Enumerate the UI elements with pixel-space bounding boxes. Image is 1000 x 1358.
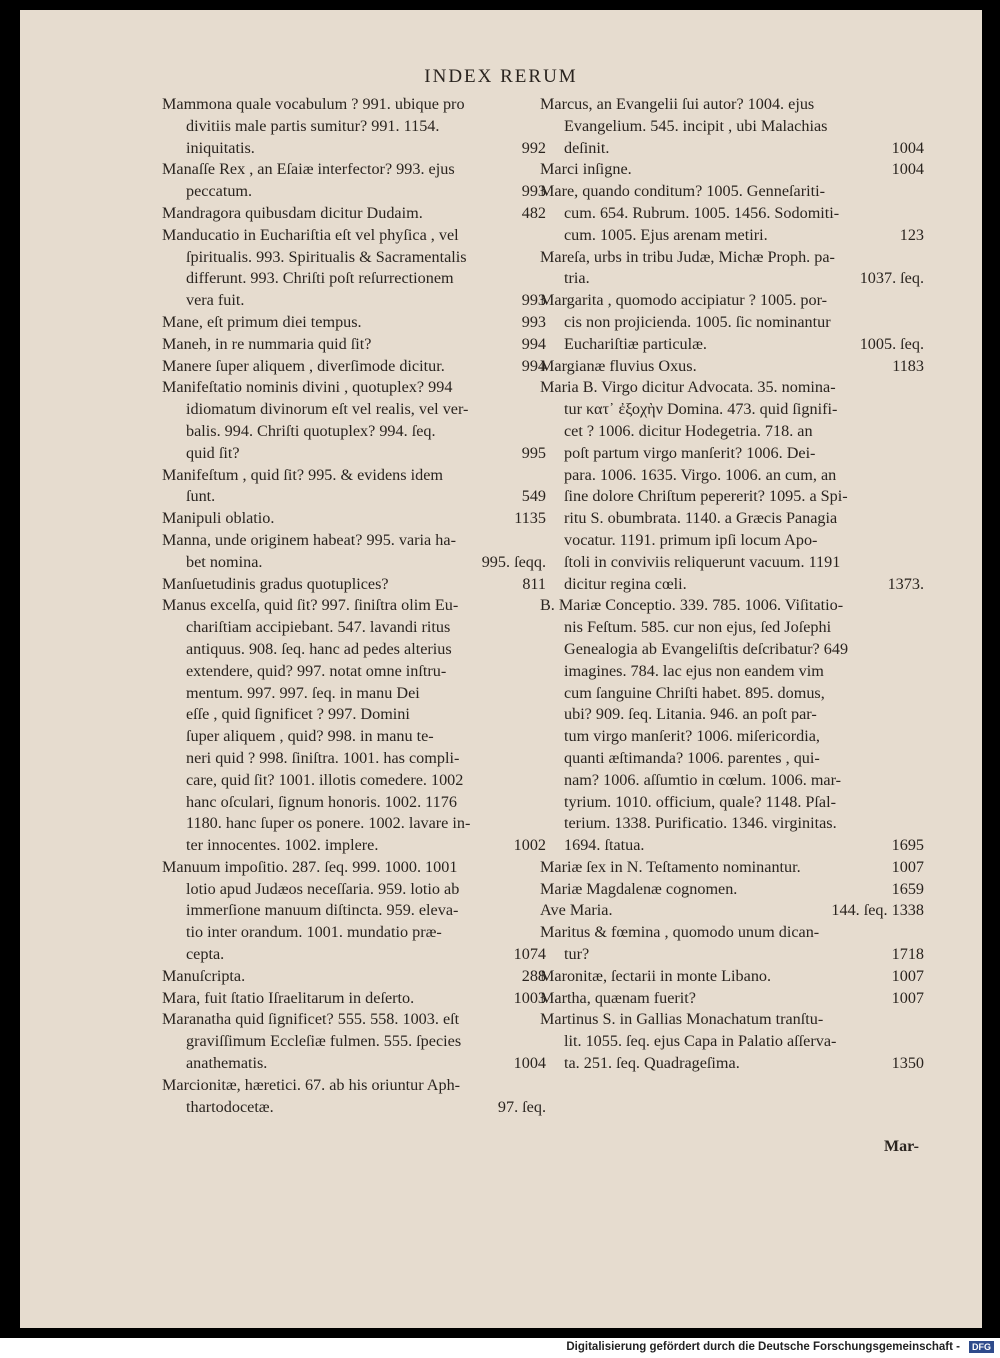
entry-line — [162, 508, 546, 530]
entry-line — [162, 203, 546, 225]
page-reference: 1007 — [891, 988, 924, 1007]
entry-line — [162, 356, 546, 378]
entry-line: Manducatio in Euchariſtia eſt vel phyſica , vel — [162, 225, 459, 244]
entry-line: extendere, quid? 997. notat omne inſtru- — [186, 661, 447, 680]
entry-text: cepta. — [186, 945, 225, 964]
entry-line: immerſione manuum diſtincta. 959. eleva- — [186, 901, 459, 920]
entry-text: cum. 1005. Ejus arenam metiri. — [564, 225, 768, 244]
entry-line: cet ? 1006. dicitur Hodegetria. 718. an — [564, 421, 813, 440]
entry-line — [540, 900, 924, 922]
index-entry — [162, 334, 546, 356]
entry-line — [162, 835, 546, 857]
index-entry — [162, 225, 546, 312]
page-reference: 1373. — [887, 574, 924, 593]
page-reference: 995. ſeqq. — [481, 552, 546, 571]
page-reference: 1135 — [514, 509, 546, 528]
index-entry — [162, 574, 546, 596]
entry-line: mentum. 997. 997. ſeq. in manu Dei — [186, 683, 420, 702]
entry-line: lit. 1055. ſeq. ejus Capa in Palatio aſſerva- — [564, 1032, 837, 1051]
entry-line: Mare, quando conditum? 1005. Genneſariti- — [540, 182, 825, 201]
footer-bar — [0, 1338, 1000, 1358]
index-entry — [162, 966, 546, 988]
page-reference: 994 — [521, 334, 546, 353]
entry-text: dicitur regina cœli. — [564, 574, 687, 593]
entry-line: lotio apud Judæos neceſſaria. 959. lotio ab — [186, 879, 460, 898]
entry-line — [540, 879, 924, 901]
entry-line — [162, 138, 546, 160]
entry-line: idiomatum divinorum eſt vel realis, vel ver- — [186, 400, 469, 419]
entry-text: anathematis. — [186, 1054, 268, 1073]
index-entry — [162, 356, 546, 378]
entry-text: Manſuetudinis gradus quotuplices? — [162, 574, 389, 593]
entry-line: cum. 654. Rubrum. 1005. 1456. Sodomiti- — [564, 203, 840, 222]
entry-line: imagines. 784. lac ejus non eandem vim — [564, 661, 824, 680]
entry-line: quanti æſtimanda? 1006. parentes , qui- — [564, 748, 820, 767]
entry-line — [162, 574, 546, 596]
entry-text: Margianæ fluvius Oxus. — [540, 356, 697, 375]
entry-line — [540, 225, 924, 247]
entry-line: Mammona quale vocabulum ? 991. ubique pro — [162, 95, 465, 113]
entry-line: Margarita , quomodo accipiatur ? 1005. por- — [540, 291, 828, 310]
entry-line: cum ſanguine Chriſti habet. 895. domus, — [564, 683, 825, 702]
entry-line: Maria B. Virgo dicitur Advocata. 35. nomina- — [540, 378, 836, 397]
entry-line: tum virgo manſerit? 1006. miſericordia, — [564, 727, 820, 746]
entry-text: Martha, quænam fuerit? — [540, 988, 696, 1007]
index-entry — [162, 1009, 546, 1074]
book-page — [20, 10, 982, 1328]
page-reference: 1007 — [891, 857, 924, 876]
running-header: INDEX RERUM — [424, 66, 578, 87]
index-entry — [540, 900, 924, 922]
page-reference: 1002 — [513, 836, 546, 855]
entry-line — [540, 138, 924, 160]
entry-text: iniquitatis. — [186, 138, 255, 157]
index-entry — [540, 290, 924, 355]
entry-line: graviſſimum Eccleſiæ fulmen. 555. ſpecies — [186, 1032, 462, 1051]
page-reference: 1003 — [513, 988, 546, 1007]
entry-line: Manifeſtatio nominis divini , quotuplex? 994 — [162, 378, 453, 397]
funding-credit: Digitalisierung gefördert durch die Deutsche Forschungsgemeinschaft - — [566, 1341, 960, 1353]
entry-text: tur? — [564, 945, 590, 964]
index-entry — [540, 966, 924, 988]
entry-line — [540, 988, 924, 1010]
entry-line — [540, 334, 924, 356]
page-reference: 1037. ſeq. — [859, 269, 924, 288]
entry-line: neri quid ? 998. ſiniſtra. 1001. has compli- — [186, 748, 460, 767]
index-entry — [540, 377, 924, 595]
entry-line: cis non projicienda. 1005. ſic nominantur — [564, 312, 831, 331]
entry-line: care, quid ſit? 1001. illotis comedere. 1002 — [186, 770, 464, 789]
index-entry — [162, 857, 546, 966]
index-entry — [162, 203, 546, 225]
page-reference: 1074 — [513, 945, 546, 964]
index-entry — [162, 465, 546, 509]
index-entry — [540, 857, 924, 879]
entry-line — [162, 290, 546, 312]
entry-line — [162, 181, 546, 203]
entry-line — [540, 966, 924, 988]
entry-text: Ave Maria. — [540, 901, 613, 920]
index-entry — [540, 988, 924, 1010]
entry-line: Mareſa, urbs in tribu Judæ, Michæ Proph. pa- — [540, 247, 835, 266]
entry-line: Martinus S. in Gallias Monachatum tranſtu- — [540, 1010, 824, 1029]
page-reference: 1695 — [891, 836, 924, 855]
entry-line: tyrium. 1010. officium, quale? 1148. Pſal- — [564, 792, 836, 811]
page-reference: 993 — [521, 291, 546, 310]
entry-line: balis. 994. Chriſti quotuplex? 994. ſeq. — [186, 421, 436, 440]
page-reference: 994 — [521, 356, 546, 375]
entry-text: Manere ſuper aliquem , diverſimode dicitur. — [162, 356, 445, 375]
entry-text: Mane, eſt primum diei tempus. — [162, 312, 362, 331]
index-entry — [162, 312, 546, 334]
entry-text: thartodocetæ. — [186, 1097, 274, 1116]
entry-line: Manus excelſa, quid ſit? 997. ſiniſtra olim Eu- — [162, 596, 459, 615]
entry-line — [540, 857, 924, 879]
entry-line — [162, 443, 546, 465]
index-entry — [540, 1009, 924, 1074]
entry-line: differunt. 993. Chriſti poſt reſurrectionem — [186, 269, 454, 288]
entry-line: nam? 1006. aſſumtio in cœlum. 1006. mar- — [564, 770, 842, 789]
index-entry — [162, 508, 546, 530]
entry-text: tria. — [564, 269, 590, 288]
entry-line: 1180. hanc ſuper os ponere. 1002. lavare in- — [186, 814, 471, 833]
entry-line — [162, 966, 546, 988]
index-entry — [162, 377, 546, 464]
index-entry — [540, 159, 924, 181]
entry-line: Marcus, an Evangelii ſui autor? 1004. ejus — [540, 95, 815, 113]
index-entry — [540, 879, 924, 901]
page-reference: 995 — [521, 443, 546, 462]
entry-line: nis Feſtum. 585. cur non ejus, ſed Joſephi — [564, 618, 832, 637]
entry-line: Genealogia ab Evangeliſtis deſcribatur? 649 — [564, 639, 849, 658]
index-entry — [162, 1075, 546, 1119]
entry-text: Manipuli oblatio. — [162, 509, 275, 528]
entry-text: Marci inſigne. — [540, 160, 632, 179]
entry-line: ſuper aliquem , quid? 998. in manu te- — [186, 727, 434, 746]
page-reference: 1004 — [891, 138, 924, 157]
index-entry — [162, 530, 546, 574]
page-reference: 549 — [521, 487, 546, 506]
index-entry — [162, 988, 546, 1010]
right-column — [540, 94, 924, 1075]
page-reference: 288 — [521, 966, 546, 985]
entry-line: divitiis male partis sumitur? 991. 1154. — [186, 116, 440, 135]
page-reference: 1350 — [891, 1054, 924, 1073]
page-reference: 993 — [521, 182, 546, 201]
entry-line: chariſtiam accipiebant. 547. lavandi ritus — [186, 618, 451, 637]
entry-line: Manna, unde originem habeat? 995. varia ha- — [162, 530, 456, 549]
index-entry — [162, 159, 546, 203]
entry-line: hanc oſculari, ſignum honoris. 1002. 1176 — [186, 792, 457, 811]
entry-line — [162, 944, 546, 966]
entry-line — [540, 1053, 924, 1075]
entry-line: eſſe , quid ſignificet ? 997. Domini — [186, 705, 410, 724]
page-reference: 811 — [522, 574, 546, 593]
page-reference: 123 — [899, 225, 924, 244]
index-entry — [540, 181, 924, 246]
page-reference: 482 — [521, 203, 546, 222]
entry-text: peccatum. — [186, 182, 253, 201]
entry-line: Manuum impoſitio. 287. ſeq. 999. 1000. 1001 — [162, 857, 458, 876]
left-column — [162, 94, 546, 1118]
entry-line: tio inter orandum. 1001. mundatio præ- — [186, 923, 442, 942]
index-entry — [540, 247, 924, 291]
page-reference: 97. ſeq. — [497, 1097, 546, 1116]
entry-text: Mandragora quibusdam dicitur Dudaim. — [162, 203, 423, 222]
entry-text: quid ſit? — [186, 443, 240, 462]
entry-text: Manuſcripta. — [162, 966, 246, 985]
entry-line: antiquus. 908. ſeq. hanc ad pedes alterius — [186, 639, 452, 658]
entry-line — [540, 574, 924, 596]
index-entry — [540, 595, 924, 857]
index-entry — [162, 595, 546, 857]
entry-line: ſtoli in conviviis reliquerunt vacuum. 1191 — [564, 552, 841, 571]
entry-line — [540, 268, 924, 290]
index-entry — [162, 94, 546, 159]
entry-text: Maronitæ, ſectarii in monte Libano. — [540, 966, 772, 985]
catchword: Mar- — [884, 1138, 919, 1155]
entry-line: poſt partum virgo manſerit? 1006. Dei- — [564, 443, 816, 462]
page-reference: 1004 — [891, 160, 924, 179]
entry-line: ſpiritualis. 993. Spiritualis & Sacramentalis — [186, 247, 467, 266]
entry-line — [540, 944, 924, 966]
entry-line — [162, 1097, 546, 1119]
entry-line: ſine dolore Chriſtum pepererit? 1095. a Spi- — [564, 487, 848, 506]
entry-line — [162, 988, 546, 1010]
entry-line — [162, 334, 546, 356]
entry-text: 1694. ſtatua. — [564, 836, 645, 855]
page-reference: 992 — [521, 138, 546, 157]
entry-line — [162, 552, 546, 574]
entry-line: terium. 1338. Purificatio. 1346. virginitas. — [564, 814, 837, 833]
entry-line: B. Mariæ Conceptio. 339. 785. 1006. Viſitatio- — [540, 596, 844, 615]
entry-line: Evangelium. 545. incipit , ubi Malachias — [564, 116, 828, 135]
entry-line: Maranatha quid ſignificet? 555. 558. 1003. eſt — [162, 1010, 460, 1029]
index-entry — [540, 922, 924, 966]
entry-text: ta. 251. ſeq. Quadrageſima. — [564, 1054, 740, 1073]
page-reference: 144. ſeq. 1338 — [831, 901, 924, 920]
entry-line: Manifeſtum , quid ſit? 995. & evidens idem — [162, 465, 443, 484]
entry-text: bet nomina. — [186, 552, 263, 571]
index-entry — [540, 356, 924, 378]
entry-line: Maritus & fœmina , quomodo unum dican- — [540, 923, 820, 942]
entry-text: ter innocentes. 1002. implere. — [186, 836, 379, 855]
page-reference: 1005. ſeq. — [859, 334, 924, 353]
entry-text: deſinit. — [564, 138, 610, 157]
page-reference: 1718 — [891, 945, 924, 964]
entry-line — [540, 835, 924, 857]
entry-text: vera fuit. — [186, 291, 245, 310]
page-reference: 993 — [521, 312, 546, 331]
entry-line: ubi? 909. ſeq. Litania. 946. an poſt par- — [564, 705, 817, 724]
entry-text: Mariæ Magdalenæ cognomen. — [540, 879, 738, 898]
entry-line — [540, 159, 924, 181]
index-entry — [540, 94, 924, 159]
entry-text: Mara, fuit ſtatio Iſraelitarum in deſerto. — [162, 988, 415, 1007]
entry-line: ritu S. obumbrata. 1140. a Græcis Panagia — [564, 509, 838, 528]
entry-line — [162, 486, 546, 508]
entry-line: para. 1006. 1635. Virgo. 1006. an cum, an — [564, 465, 837, 484]
page-reference: 1007 — [891, 966, 924, 985]
entry-line: Manaſſe Rex , an Eſaiæ interfector? 993. ejus — [162, 160, 455, 179]
entry-line — [540, 356, 924, 378]
page-reference: 1659 — [891, 879, 924, 898]
page-reference: 1183 — [892, 356, 924, 375]
entry-line: Marcionitæ, hæretici. 67. ab his oriuntur Aph- — [162, 1075, 461, 1094]
entry-line — [162, 1053, 546, 1075]
entry-line: vocatur. 1191. primum ipſi locum Apo- — [564, 530, 818, 549]
page-reference: 1004 — [513, 1054, 546, 1073]
entry-text: ſunt. — [186, 487, 216, 506]
entry-line — [162, 312, 546, 334]
entry-text: Mariæ ſex in N. Teſtamento nominantur. — [540, 857, 801, 876]
entry-text: Euchariſtiæ particulæ. — [564, 334, 707, 353]
entry-text: Maneh, in re nummaria quid ſit? — [162, 334, 372, 353]
dfg-logo: DFG — [969, 1341, 994, 1353]
entry-line: tur κατ᾽ ἐξοχὴν Domina. 473. quid ſignifi- — [564, 400, 838, 419]
